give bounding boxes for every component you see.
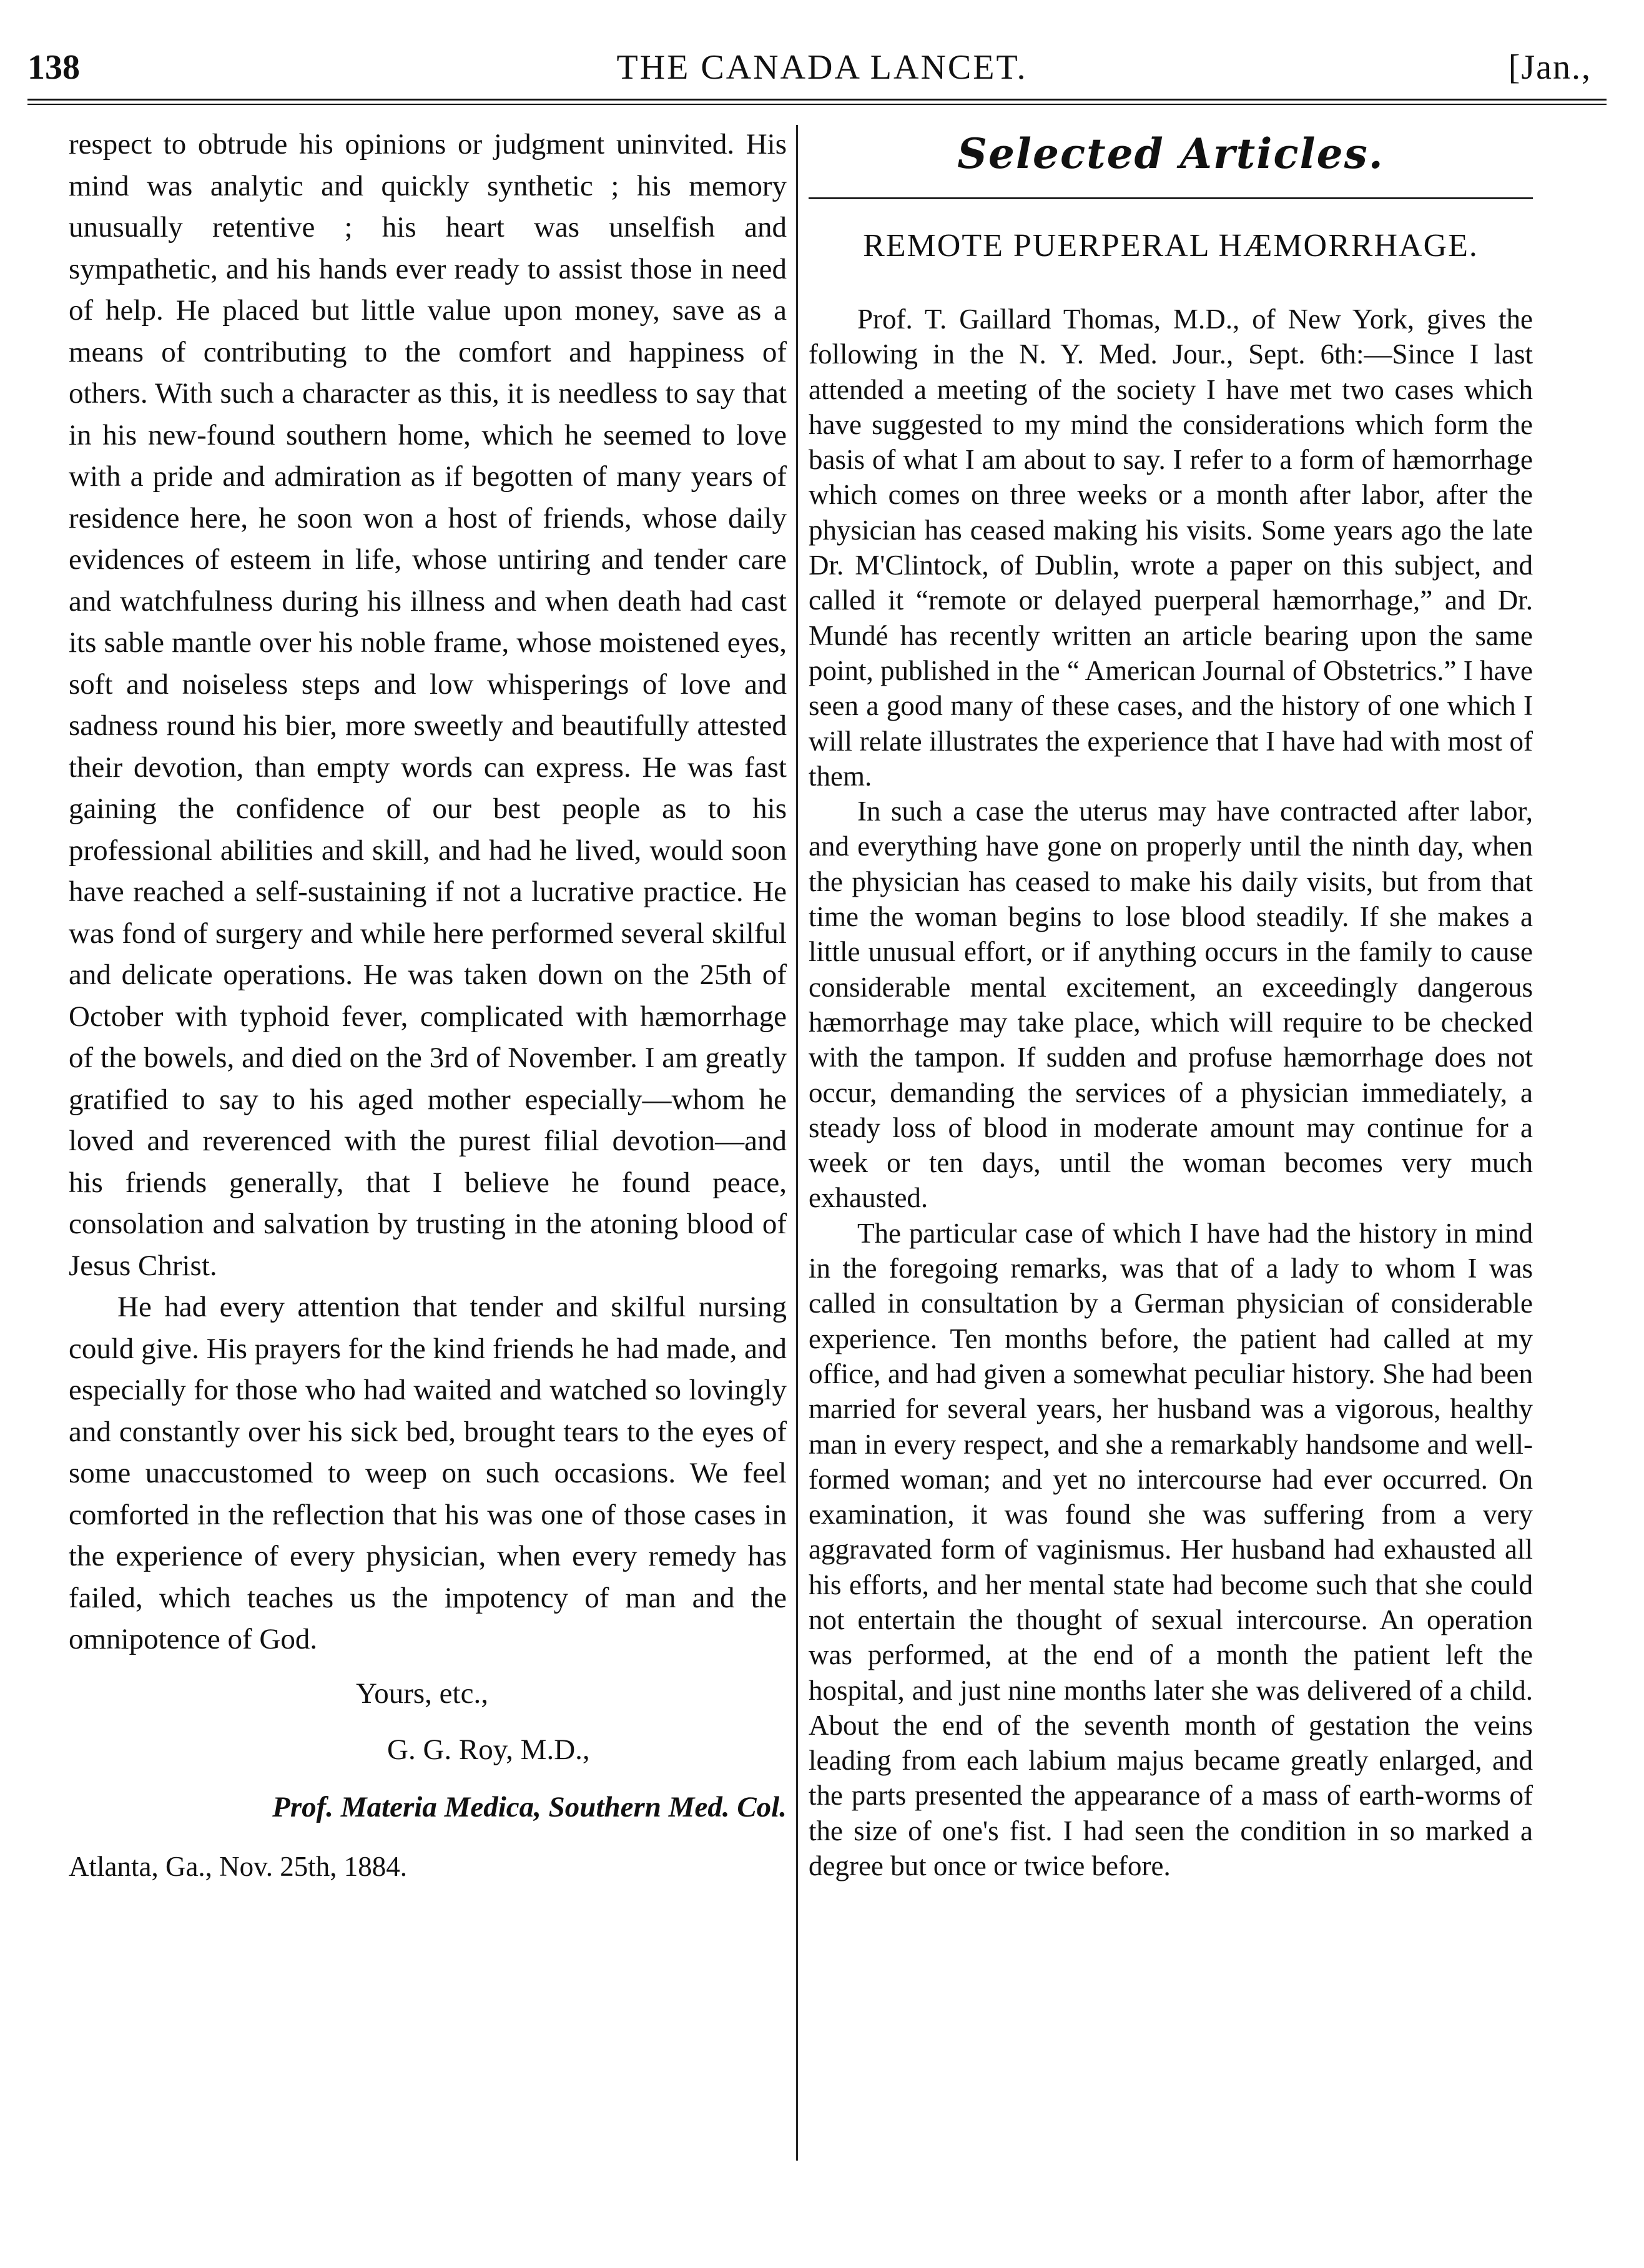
section-title: Selected Articles.	[957, 129, 1384, 178]
header-rule	[27, 99, 1607, 101]
article-paragraph-1: Prof. T. Gaillard Thomas, M.D., of New York, gives the following in the N. Y. Med. Jour., Sept. 6th:—Since I last attended a meeting of the society I have met two cases which have suggested to my mind the considerations which form the basis of what I am about to say. I refer to a form of hæmorrhage which comes on three weeks or a month after labor, after the physician has ceased making his visits. Some years ago the late Dr. M'Clintock, of Dublin, wrote a paper on this subject, and called it “remote or delayed puerperal hæmorrhage,” and Dr. Mundé has recently written an article bearing upon the same point, published in the “ American Journal of Obstetrics.” I have seen a good many of these cases, and the history of one which I will relate illustrates the experience that I have had with most of them.	[809, 303, 1533, 792]
article-paragraph-3: The particular case of which I have had the history in mind in the foregoing remarks, was that of a lady to whom I was called in consultation by a German physician of considerable experience. Ten months before, the patient had called at my office, and had given a somewhat peculiar history. She had been married for several years, her husband was a vigorous, healthy man in every respect, and she a remarkably handsome and well-formed woman; and yet no intercourse had ever occurred. On examination, it was found she was suffering from a very aggravated form of vaginismus. Her husband had exhausted all his efforts, and her mental state had become such that she could not entertain the thought of sexual intercourse. An operation was performed, at the end of a month the patient left the hospital, and just nine months later she was delivered of a child. About the end of the seventh month of gestation the veins leading from each labium majus became greatly enlarged, and the parts presented the appearance of a mass of earth-worms of the size of one's fist. I had seen the condition in so marked a degree but once or twice before.	[809, 1217, 1533, 1882]
right-column	[809, 124, 1533, 1883]
column-divider	[796, 125, 798, 2161]
signoff-author-name: G. G. Roy, M.D.,	[387, 1733, 590, 1766]
header-rule-secondary	[27, 104, 1607, 105]
article-title: REMOTE PUERPERAL HÆMORRHAGE.	[863, 228, 1479, 264]
signoff-author-title: Prof. Materia Medica, Southern Med. Col.	[272, 1790, 787, 1823]
issue-month: [Jan.,	[1508, 48, 1592, 87]
left-column	[69, 124, 787, 1896]
section-rule	[809, 197, 1533, 199]
signoff-closing: Yours, etc.,	[356, 1677, 488, 1710]
page-number: 138	[27, 48, 80, 87]
signoff-place-date: Atlanta, Ga., Nov. 25th, 1884.	[69, 1850, 407, 1882]
obituary-paragraph-1: respect to obtrude his opinions or judgment uninvited. His mind was analytic and quickly synthetic ; his memory unusually retentive ; his heart was unselfish and sympathetic, and his hands ever ready to assist those in need of help. He placed but little value upon money, save as a means of contributing to the comfort and happiness of others. With such a character as this, it is needless to say that in his new-found southern home, which he seemed to love with a pride and admiration as if begotten of many years of residence here, he soon won a host of friends, whose daily evidences of esteem in life, whose untiring and tender care and watchfulness during his illness and when death had cast its sable mantle over his noble frame, whose moistened eyes, soft and noiseless steps and low whisperings of love and sadness round his bier, more sweetly and beautifully attested their devotion, than empty words can express. He was fast gaining the confidence of our best people as to his professional abilities and skill, and had he lived, would soon have reached a self-sustaining if not a lucrative practice. He was fond of surgery and while here performed several skilful and delicate operations. He was taken down on the 25th of October with typhoid fever, complicated with hæmorrhage of the bowels, and died on the 3rd of November. I am greatly gratified to say to his aged mother especially—whom he loved and reverenced with the purest filial devotion—and his friends generally, that I believe he found peace, consolation and salvation by trusting in the atoning blood of Jesus Christ.	[69, 128, 787, 1282]
running-head	[27, 47, 1617, 104]
journal-title: THE CANADA LANCET.	[616, 48, 1028, 87]
obituary-paragraph-2: He had every attention that tender and skilful nursing could give. His prayers for the kind friends he had made, and especially for those who had waited and watched so lovingly and constantly over his sick bed, brought tears to the eyes of some unaccustomed to weep on such occasions. We feel comforted in the reflection that his was one of those cases in the experience of every physician, when every remedy has failed, which teaches us the impotency of man and the omnipotence of God.	[69, 1291, 787, 1655]
article-paragraph-2: In such a case the uterus may have contracted after labor, and everything have gone on properly until the ninth day, when the physician has ceased to make his daily visits, but from that time the woman begins to lose blood steadily. If she makes a little unusual effort, or if anything occurs in the family to cause considerable mental excitement, an exceedingly dangerous hæmorrhage may take place, which will require to be checked with the tampon. If sudden and profuse hæmorrhage does not occur, demanding the services of a physician immediately, a steady loss of blood in moderate amount may continue for a week or ten days, until the woman becomes very much exhausted.	[809, 796, 1533, 1214]
